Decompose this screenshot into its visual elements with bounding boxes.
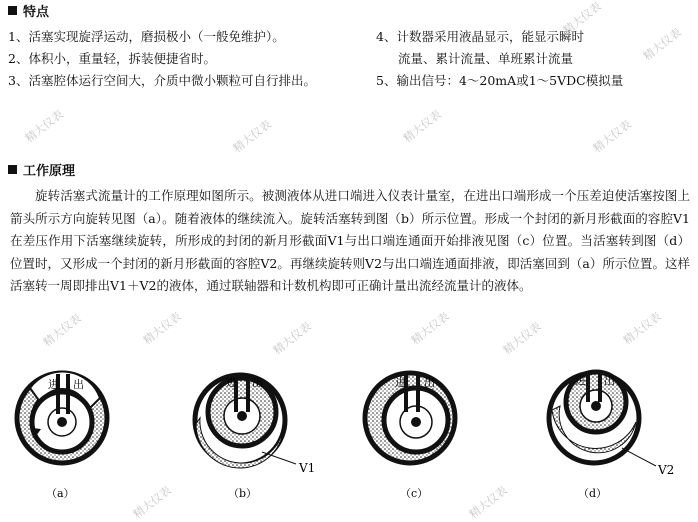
diagram-b	[195, 375, 296, 468]
watermark: 精大仪表	[620, 309, 664, 348]
caption-c: （c）	[400, 487, 429, 500]
outlet-label-c: 出	[424, 376, 435, 389]
feature-item-4: 4、计数器采用液晶显示，能显示瞬时	[376, 29, 584, 44]
v1-label: V1	[299, 461, 316, 475]
watermark: 精大仪表	[22, 107, 66, 146]
watermark: 精大仪表	[408, 309, 452, 348]
inlet-label-b: 进	[226, 376, 237, 389]
watermark: 精大仪表	[560, 0, 604, 38]
caption-d: （d）	[578, 487, 608, 500]
principle-paragraph: 旋转活塞式流量计的工作原理如图所示。被测液体从进口端进入仪表计量室，在进出口端形成一个压差迫使活塞按图上箭头所示方向旋转见图（a）。随着液体的继续流入。旋转活塞转到图（b）所示位置。形成一个封闭的新月形截面的容腔V1在差压作用下活塞继续旋转，所形成的封闭的新月形截面V1与出口端连通面开始排液见图（c）位置。当活塞转到图（d）位置时，又形成一个封闭的新月形截面的容腔V2。再继续旋转则V2与出口端连通面排液，即活塞回到（a）所示位置。这样活塞转一周即排出V1＋V2的液体，通过联轴器和计数机构即可正确计量出流经流量计的液体。	[10, 188, 690, 293]
v2-label: V2	[658, 463, 675, 477]
watermark: 精大仪表	[400, 107, 444, 146]
features-heading-text: 特点	[23, 5, 50, 20]
watermark: 精大仪表	[230, 117, 274, 156]
watermark: 精大仪表	[590, 117, 634, 156]
watermark: 精大仪表	[500, 319, 544, 358]
caption-a: （a）	[46, 487, 75, 500]
watermark: 精大仪表	[466, 483, 510, 522]
feature-item-4-continued: 流量、累计流量、单班累计流量	[398, 51, 574, 66]
watermark: 精大仪表	[130, 483, 174, 522]
feature-item-1: 1、活塞实现旋浮运动，磨损极小（一般免维护）。	[8, 29, 285, 44]
watermark: 精大仪表	[40, 311, 84, 350]
outlet-label-b: 出	[252, 376, 263, 389]
heading-bullet-icon	[8, 165, 17, 174]
principle-heading-text: 工作原理	[23, 164, 76, 179]
feature-item-2: 2、体积小，重量轻，拆装便捷省时。	[8, 51, 216, 66]
watermark: 精大仪表	[270, 319, 314, 358]
watermark: 精大仪表	[640, 25, 684, 64]
inlet-label-a: 进	[48, 378, 59, 391]
features-heading	[8, 1, 49, 20]
feature-item-3: 3、活塞腔体运行空间大，介质中微小颗粒可自行排出。	[8, 73, 316, 88]
feature-item-5: 5、输出信号：4～20mA或1～5VDC模拟量	[376, 73, 624, 88]
principle-heading	[8, 160, 75, 179]
outlet-label-a: 出	[73, 378, 84, 391]
heading-bullet-icon	[8, 6, 17, 15]
diagram-c	[365, 373, 455, 463]
diagram-a	[17, 372, 107, 463]
inlet-label-c: 进	[395, 376, 406, 389]
watermark: 精大仪表	[140, 309, 184, 348]
inlet-label-d: 进	[575, 374, 586, 387]
outlet-label-d: 出	[604, 374, 615, 387]
caption-b: （b）	[228, 487, 258, 500]
diagram-d	[549, 372, 656, 466]
piston-diagrams	[0, 360, 698, 512]
